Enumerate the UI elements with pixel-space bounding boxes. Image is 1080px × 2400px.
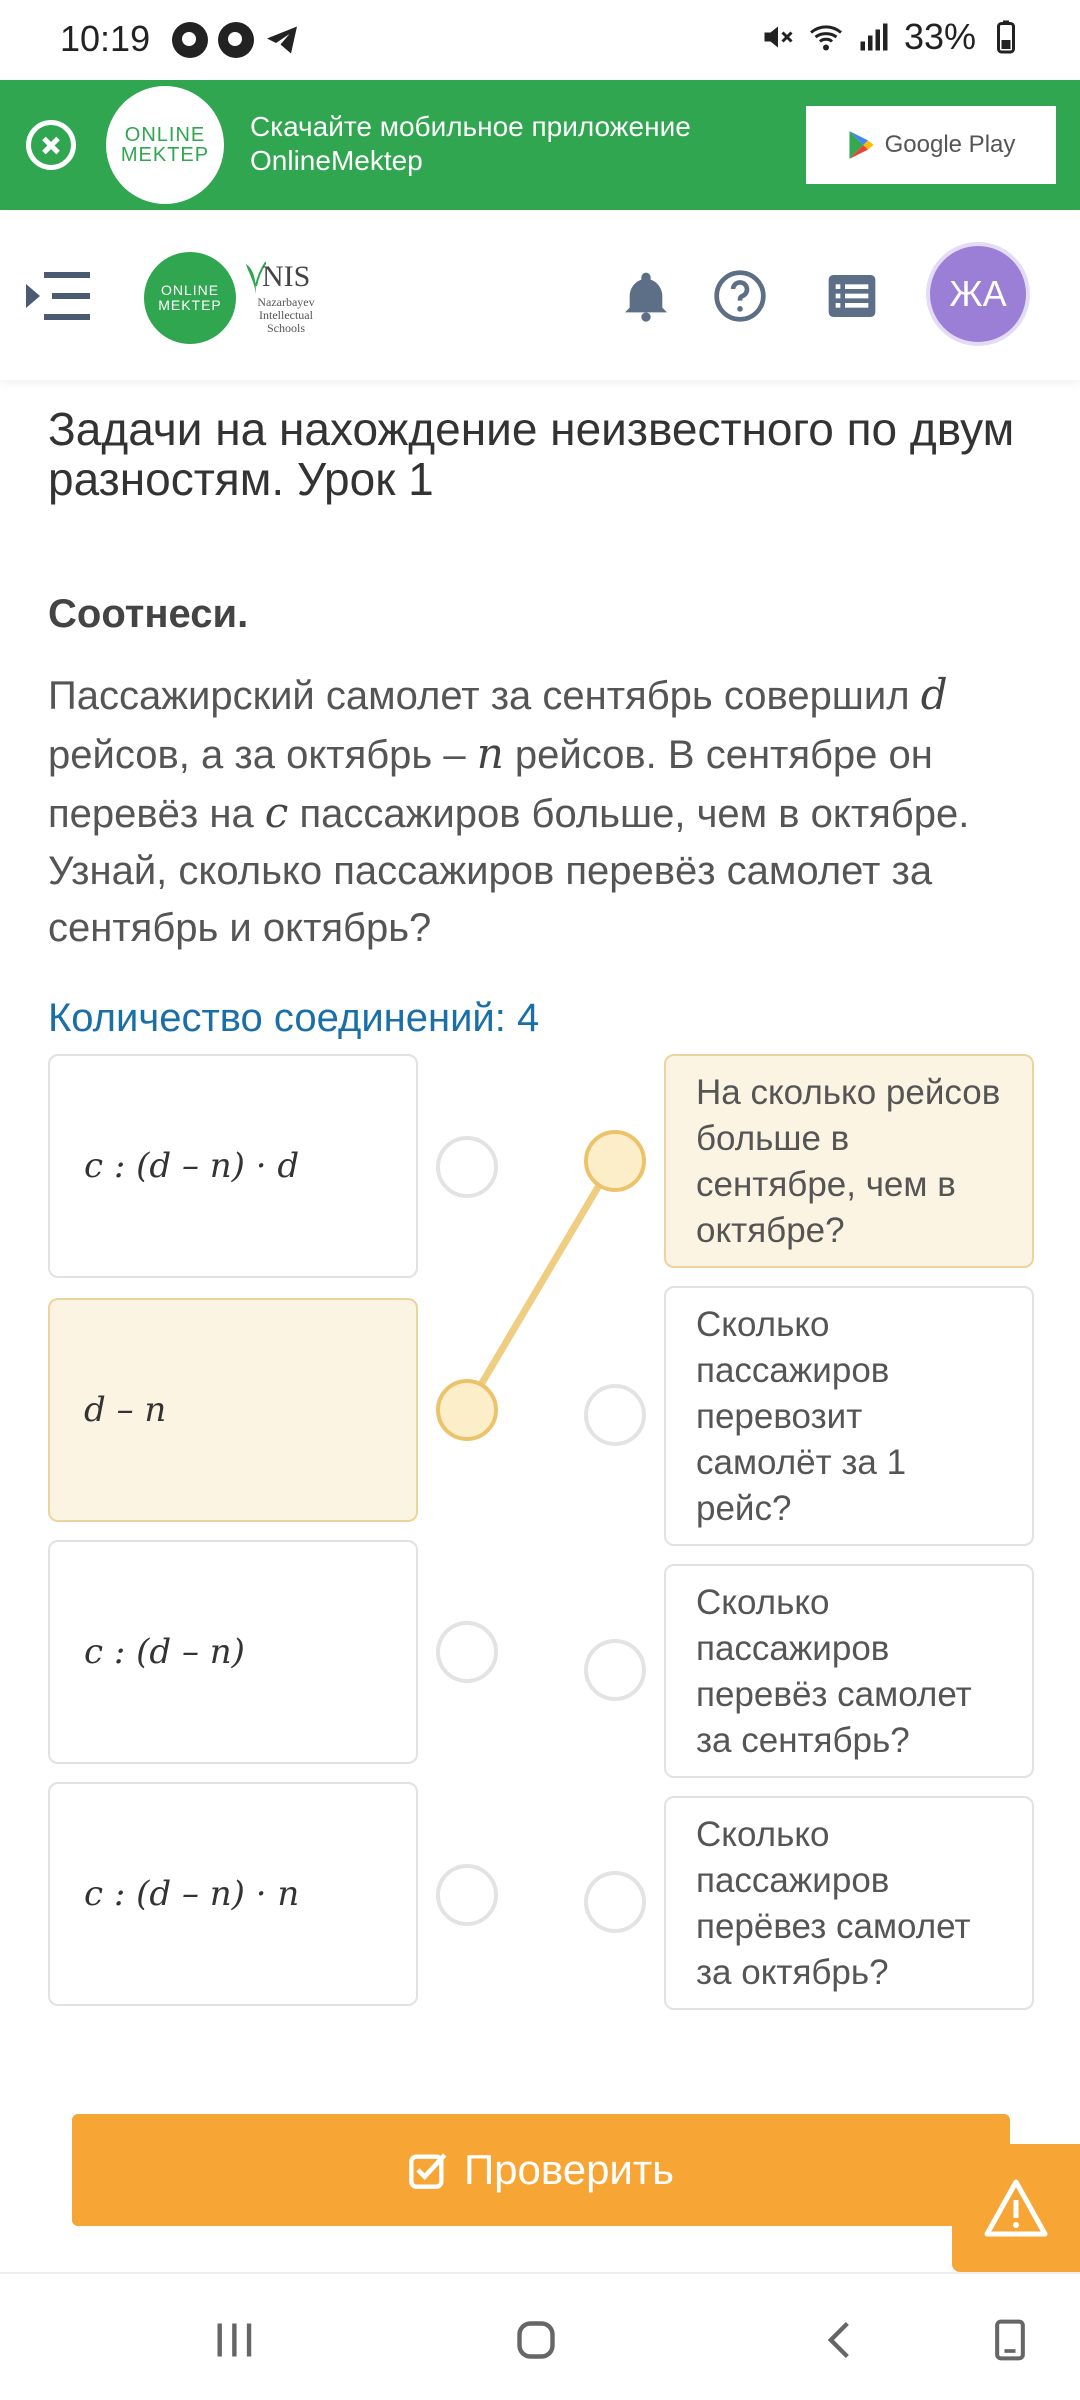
right-card[interactable]: Сколько пассажиров перёвез самолет за октябрь? [664,1796,1034,2010]
close-icon[interactable] [26,120,76,170]
connections-count: Количество соединений: 4 [48,996,540,1040]
nis-logo: NIS Nazarbayev Intellectual Schools [244,252,324,348]
variable-c: c [264,788,289,837]
variable-d: d [920,670,948,719]
right-card[interactable]: Сколько пассажиров перевёз самолет за сентябрь? [664,1564,1034,1778]
checkbox-icon [408,2150,448,2190]
left-card[interactable]: d – n [48,1298,418,1522]
connection-line [466,1160,614,1410]
lesson-title: Задачи на нахождение неизвестного по двум разностям. Урок 1 [48,403,1015,505]
bell-icon[interactable] [618,268,674,324]
right-connector-dot[interactable] [584,1130,646,1192]
app-notification-icon [218,22,254,58]
variable-n: n [476,729,504,778]
right-card[interactable]: На сколько рейсов больше в сентябре, чем в октябре? [664,1054,1034,1268]
status-system-icons [760,16,1024,58]
telegram-icon [264,22,300,58]
signal-icon [856,19,892,55]
screenshot-icon[interactable] [988,2318,1032,2362]
status-notification-icons [172,22,300,58]
help-icon[interactable] [712,268,768,324]
status-time: 10:19 [60,18,151,59]
menu-icon[interactable] [24,266,92,326]
mute-icon [760,19,796,55]
banner-text: Скачайте мобильное приложение OnlineMektep [250,111,691,176]
left-card[interactable]: c : (d – n) · d [48,1054,418,1278]
report-problem-button[interactable] [952,2144,1080,2272]
battery-percent: 33% [903,16,976,57]
app-notification-icon [172,22,208,58]
wifi-icon [808,19,844,55]
app-download-banner [0,80,1080,210]
google-play-button[interactable]: Google Play [806,106,1056,184]
left-card[interactable]: c : (d – n) · n [48,1782,418,2006]
home-icon[interactable] [514,2318,558,2362]
left-connector-dot[interactable] [436,1379,498,1441]
left-card[interactable]: c : (d – n) [48,1540,418,1764]
system-nav-bar [0,2272,1080,2400]
right-connector-dot[interactable] [584,1871,646,1933]
task-text: Пассажирский самолет за сентябрь совершил d рейсов, а за октябрь – n рейсов. В сентябре он перевёз на c пассажиров больше, чем в октябре. Узнай, сколько пассажиров перевёз самолет за сентябрь и октябрь? [48,670,970,950]
right-connector-dot[interactable] [584,1639,646,1701]
task-heading: Соотнеси. [48,592,249,636]
status-bar [0,0,1080,80]
warning-icon [983,2178,1049,2238]
left-connector-dot[interactable] [436,1621,498,1683]
right-card[interactable]: Сколько пассажиров перевозит самолёт за 1 рейс? [664,1286,1034,1546]
check-button[interactable]: Проверить [72,2114,1010,2226]
left-connector-dot[interactable] [436,1136,498,1198]
avatar[interactable]: ЖА [926,242,1030,346]
list-icon[interactable] [824,268,880,324]
left-connector-dot[interactable] [436,1864,498,1926]
right-connector-dot[interactable] [584,1384,646,1446]
back-icon[interactable] [818,2318,862,2362]
google-play-icon [847,130,875,160]
app-header [0,210,1080,380]
onlinemektep-logo: ONLINE MEKTEP [106,86,224,204]
recents-icon[interactable] [212,2318,256,2362]
onlinemektep-logo[interactable]: ONLINE MEKTEP [144,252,236,344]
battery-icon [988,19,1024,55]
